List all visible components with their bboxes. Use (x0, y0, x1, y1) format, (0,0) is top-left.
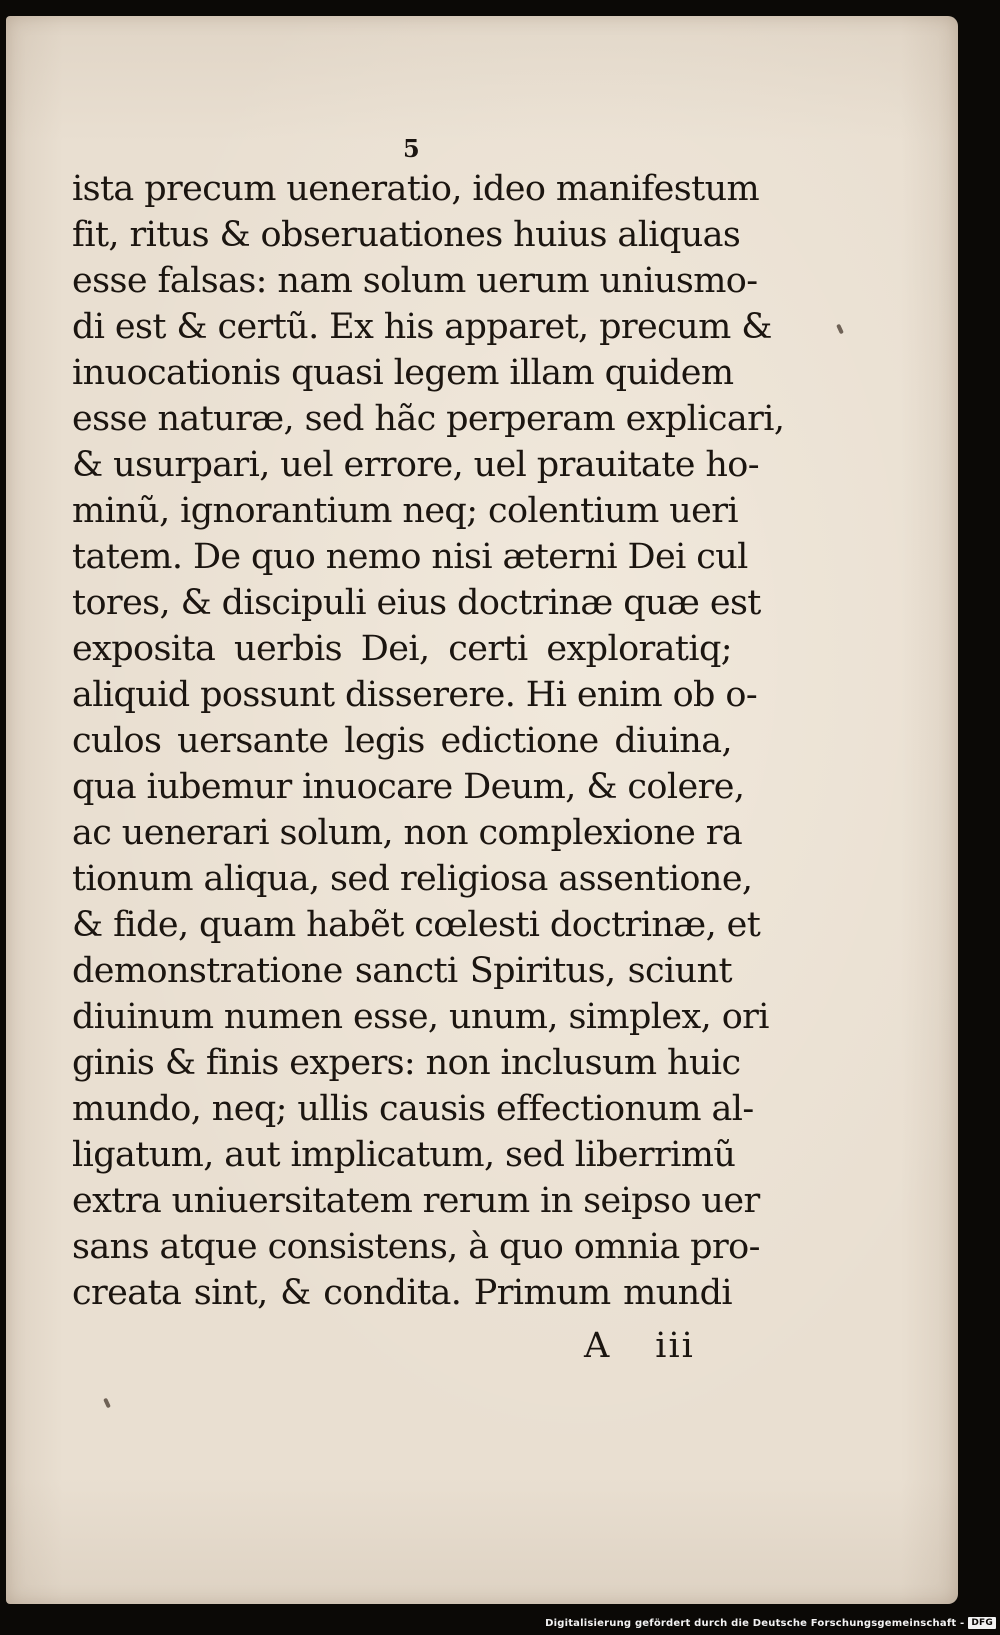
signature-letter: A (584, 1326, 612, 1366)
text-line-18: demonstratione sancti Spiritus, sciunt (72, 951, 732, 991)
page-number: 5 (403, 134, 420, 163)
paper-speck (836, 324, 844, 335)
dfg-logo: DFG (968, 1617, 996, 1629)
paper-speck (103, 1398, 111, 1409)
text-line-1: ista precum ueneratio, ideo manifestum (72, 169, 760, 209)
text-line-8: minũ, ignorantium neq; colentium ueri (72, 491, 738, 531)
text-line-25: creata sint, & condita. Primum mundi (72, 1273, 732, 1313)
text-line-24: sans atque consistens, à quo omnia pro- (72, 1227, 760, 1267)
main-text-block (72, 166, 785, 1316)
text-line-19: diuinum numen esse, unum, simplex, ori (72, 997, 769, 1037)
credit-text: Digitalisierung gefördert durch die Deutsche Forschungsgemeinschaft - (545, 1618, 965, 1629)
text-line-20: ginis & finis expers: non inclusum huic (72, 1043, 741, 1083)
text-line-2: fit, ritus & obseruationes huius aliquas (72, 215, 741, 255)
signature-numeral: iii (655, 1326, 695, 1366)
text-line-16: tionum aliqua, sed religiosa assentione, (72, 859, 753, 899)
text-line-3: esse falsas: nam solum uerum uniusmo- (72, 261, 758, 301)
text-line-14: qua iubemur inuocare Deum, & colere, (72, 767, 745, 807)
digitization-credit (0, 1617, 996, 1633)
text-line-23: extra uniuersitatem rerum in seipso uer (72, 1181, 760, 1221)
text-line-7: & usurpari, uel errore, uel prauitate ho- (72, 445, 760, 485)
text-line-12: aliquid possunt disserere. Hi enim ob o- (72, 675, 758, 715)
text-line-22: ligatum, aut implicatum, sed liberrimũ (72, 1135, 736, 1175)
signature-mark (584, 1326, 695, 1366)
text-line-15: ac uenerari solum, non complexione ra (72, 813, 743, 853)
text-line-6: esse naturæ, sed hãc perperam explicari, (72, 399, 785, 439)
text-line-10: tores, & discipuli eius doctrinæ quæ est (72, 583, 761, 623)
text-line-17: & fide, quam habẽt cœlesti doctrinæ, et (72, 905, 761, 945)
text-line-9: tatem. De quo nemo nisi æterni Dei cul (72, 537, 748, 577)
book-page (6, 16, 958, 1604)
text-line-11: exposita uerbis Dei, certi exploratiq; (72, 629, 732, 669)
text-line-21: mundo, neq; ullis causis effectionum al- (72, 1089, 754, 1129)
text-line-13: culos uersante legis edictione diuina, (72, 721, 732, 761)
text-line-4: di est & certũ. Ex his apparet, precum & (72, 307, 772, 347)
text-line-5: inuocationis quasi legem illam quidem (72, 353, 734, 393)
